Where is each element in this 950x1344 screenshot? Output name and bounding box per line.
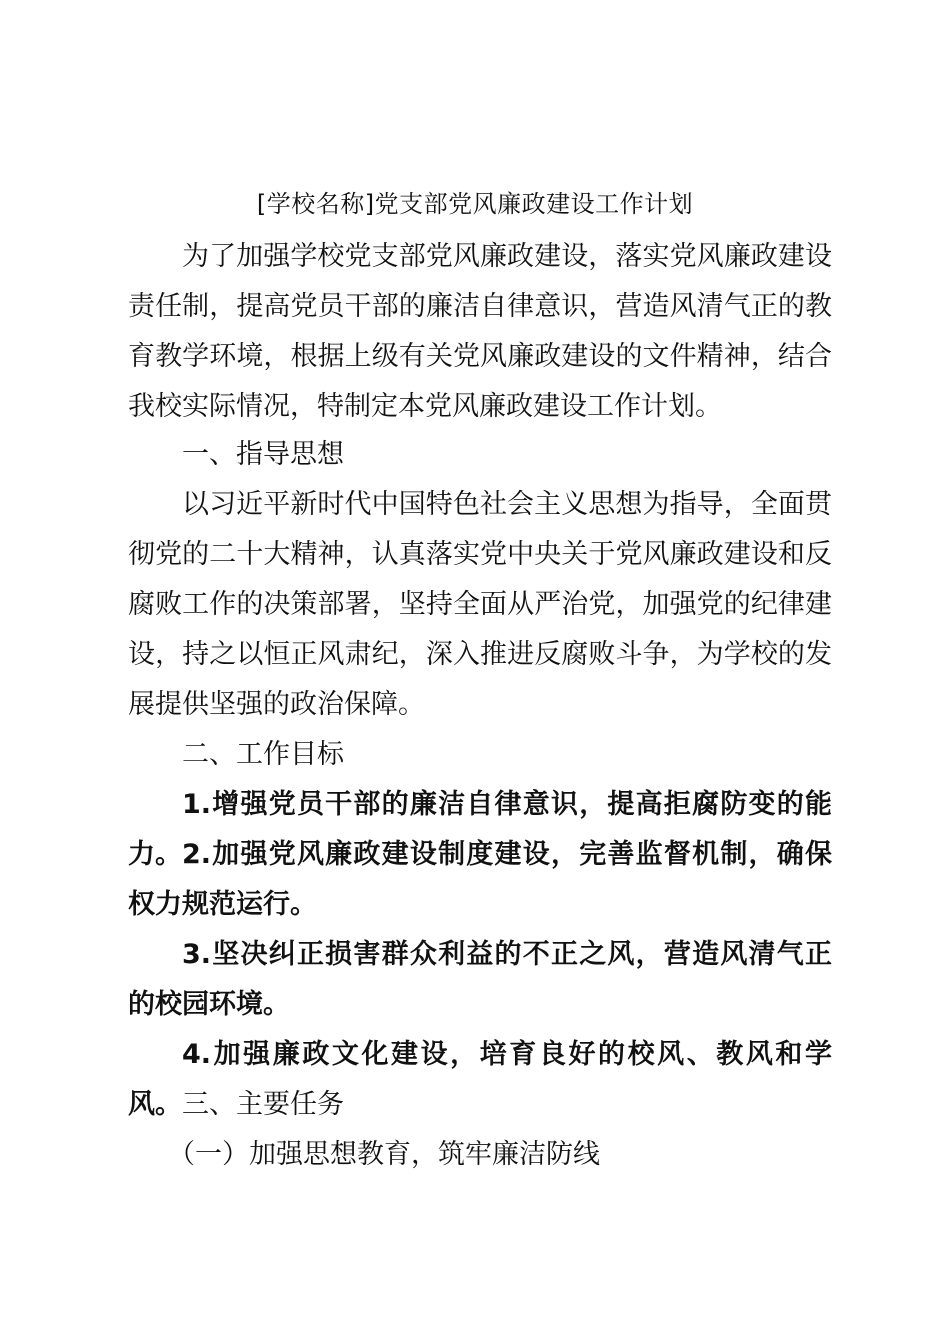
intro-paragraph: 为了加强学校党支部党风廉政建设，落实党风廉政建设责任制，提高党员干部的廉洁自律意识，营造风清气正的教育教学环境，根据上级有关党风廉政建设的文件精神，结合我校实际情况，特制定本党风廉政建设工作计划。 xyxy=(128,241,832,422)
section1-paragraph: 以习近平新时代中国特色社会主义思想为指导，全面贯彻党的二十大精神，认真落实党中央关于党风廉政建设和反腐败工作的决策部署，坚持全面从严治党，加强党的纪律建设，持之以恒正风肃纪，深入推进反腐败斗争，为学校的发展提供坚强的政治保障。 xyxy=(128,489,832,720)
section3-heading: 三、主要任务 xyxy=(182,1089,344,1120)
section1-heading: 一、指导思想 xyxy=(182,439,344,470)
section3-subheading: （一）加强思想教育，筑牢廉洁防线 xyxy=(168,1139,600,1170)
goal-item-1: 1.增强党员干部的廉洁自律意识，提高拒腐防变的能力。 xyxy=(128,789,832,870)
section2-heading: 二、工作目标 xyxy=(182,739,344,770)
goal-item-2: 2.加强党风廉政建设制度建设，完善监督机制，确保权力规范运行。 xyxy=(128,839,832,920)
goal-item-4: 4.加强廉政文化建设，培育良好的校风、教风和学风。 xyxy=(128,1039,832,1120)
document-title: [学校名称]党支部党风廉政建设工作计划 xyxy=(256,190,694,218)
goal-item-3: 3.坚决纠正损害群众利益的不正之风，营造风清气正的校园环境。 xyxy=(128,939,832,1020)
